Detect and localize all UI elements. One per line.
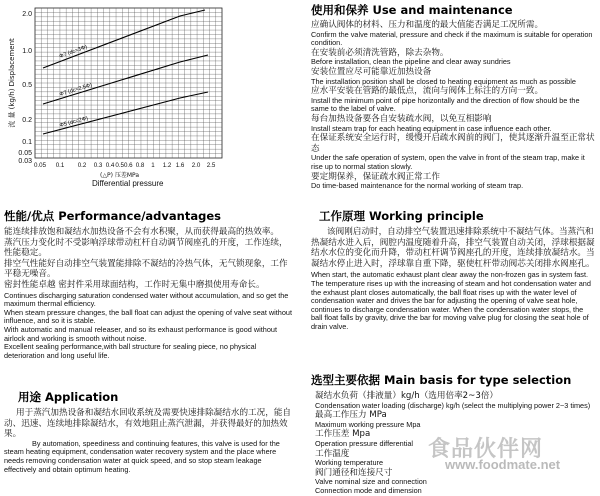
watermark-url: www.foodmate.net (445, 457, 561, 472)
performance-item-cn: 密封性能卓越 密封件采用球面结构，工作时无集中磨损使用寿命长。 (4, 279, 265, 290)
performance-item-en: When steam pressure changes, the ball float can adjust the opening of valve seat without influence, and so it is stable. (4, 307, 292, 326)
chart-x-tick-label: 0.4 (105, 162, 115, 169)
selection-item-en: Valve nominal size and connection (315, 477, 427, 487)
flow-chart-svg (0, 0, 225, 195)
chart-x-tick-label: 0.50.6 (115, 162, 133, 169)
chart-y-tick-label: 0.2 (22, 117, 32, 124)
maintenance-item-cn: 在安装前必须清洗管路，除去杂物。 (311, 47, 449, 58)
selection-item-cn: 工作压差 Mpa (315, 429, 371, 440)
selection-item-cn: 阀门通径和连接尺寸 (315, 467, 393, 478)
performance-item-en: With automatic and manual releaser, and so its exhaust performance is good without airlock and working is smooth without noise. (4, 324, 277, 343)
maintenance-item-cn: 在保证系统安全运行时，缓慢开启疏水阀前的阀门，使其逐渐升温至正常状态 (311, 133, 595, 154)
performance-item-en: Excellent sealing performance,with ball structure for sealing piece, no physical deterioration and long useful life. (4, 342, 257, 360)
watermark-logo-text: 食品伙伴网 (428, 437, 544, 462)
selection-item-en: Maximum working pressure Mpa (315, 419, 421, 429)
chart-x-tick-label: 2.0 (191, 162, 201, 169)
maintenance-item-cn: 要定期保养，保证疏水阀正常工作 (311, 171, 440, 182)
selection-item-en: Connection mode and dimension (315, 485, 422, 495)
maintenance-item-en: Install steam trap for each heating equipment in case influence each other. (311, 123, 552, 133)
chart-x-label: Differential pressure (92, 179, 164, 188)
maintenance-item-en: Install the minimum point of pipe horizontally and the direction of flow should be the same to the label of valve. (311, 95, 580, 114)
maintenance-item-cn: 应水平安装在管路的最低点，流向与阀体上标注的方向一致。 (311, 86, 544, 97)
chart-curve (43, 55, 208, 104)
selection-item-en: Condensation water loading (discharge) kg/h (select the multiplying power 2~3 times) (315, 400, 591, 410)
maintenance-title: 使用和保养 Use and maintenance (311, 3, 513, 17)
chart-y-tick-label: 0.1 (22, 139, 32, 146)
chart-y-tick-label: 0.03 (18, 158, 32, 165)
performance-item-cn: 能连续排放饱和凝结水加热设备不会有水积聚，从而获得最高的热效率。 (4, 227, 280, 237)
performance-title: 性能/优点 Performance/advantages (4, 209, 221, 223)
maintenance-item-en: Before installation, clean the pipeline and clear away sundries (311, 57, 511, 67)
maintenance-item-en: Under the safe operation of system, open the valve in front of the steam trap, make it rise up to normal station slowly. (311, 153, 585, 171)
maintenance-item-cn: 安装位置应尽可能靠近加热设备 (311, 66, 432, 77)
selection-item-cn: 工作温度 (315, 448, 350, 459)
maintenance-section (311, 2, 597, 191)
performance-item-cn: 排空气性能好自动排空气装置能排除不凝结的冷热气体，无气锁现象，工作平稳无噪音。 (4, 258, 288, 280)
chart-x-tick-label: 0.3 (93, 162, 103, 169)
principle-title: 工作原理 Working principle (319, 209, 484, 223)
application-en: By automation, speediness and continuing features, this valve is used for the steam heating equipment, condensation water recovery system and the place where needs removing condensation water at quick speed, and so stop steam leakage effectively and obtain optimum heating. (4, 438, 280, 474)
chart-curve (43, 92, 208, 134)
chart-x-tick-label: 1.6 (175, 162, 185, 169)
principle-en: When start, the automatic exhaust plant clear away the non-frozen gas in system fast. The temperature rises up with the increasing of steam and hot condensation water and the exhaust plant closes automatically, the ball float rises up with the water level of condensation water and drives the bar for adjusting the opening of valve seat hole, continues to discharge condensation water. When the condensation water stops, the ball float falls by gravity, drive the bar for moving valve plug for closing the seat hole of drain valve. (311, 270, 591, 331)
chart-y-tick-label: 2.0 (22, 11, 32, 18)
chart-x-tick-label: 0.05 (33, 162, 47, 169)
chart-x-unit: (△P) 压差MPa (100, 172, 140, 179)
maintenance-item-cn: 应确认阀体的材料、压力和温度的最大值能否满足工况所需。 (311, 20, 544, 30)
performance-item-en: Continues discharging saturation condensed water without accumulation, and so get the maximum thermal efficiency. (4, 290, 289, 309)
chart-curve-label: Φ7 (dc=2.5Φ) (58, 82, 93, 98)
application-title: 用途 Application (18, 390, 119, 404)
chart-y-tick-label: 1.0 (22, 48, 32, 55)
chart-curve-label: Φ7 (dc=3Φ) (58, 44, 89, 60)
maintenance-item-en: The installation position shall be closed to heating equipment as much as possible (311, 76, 576, 86)
performance-section (4, 208, 294, 360)
principle-cn: 该阀刚启动时，自动排空气装置迅速排除系统中不凝结气体。当蒸汽和热凝结水进入后，阀腔内温度随着升高，排空气装置自动关闭，浮球根据凝结水水位的变化而升降，带动杠杆调节阀座孔的开度，连续排放凝结水。当凝结水停止进入时，浮球靠自重下降，驱使杠杆带动阀芯关闭排水阀座孔。 (311, 227, 595, 269)
application-cn: 用于蒸汽加热设备和凝结水回收系统及需要快速排除凝结水的工况，能自动、迅速、连续地排除凝结水，有效地阻止蒸汽泄漏，并获得最好的加热效果。 (4, 408, 292, 440)
maintenance-item-en: Confirm the valve material, pressure and check if the maximum is suitable for operation condition. (311, 29, 593, 48)
flow-chart (0, 0, 225, 195)
principle-section (311, 208, 595, 332)
selection-title: 选型主要依据 Main basis for type selection (311, 373, 572, 387)
maintenance-item-en: Do time-based maintenance for the normal working of steam trap. (311, 181, 524, 191)
application-section (4, 389, 294, 474)
selection-item-en: Operation pressure differential (315, 438, 414, 448)
chart-curve-label: Φ5 (dc=2Φ) (58, 115, 89, 129)
selection-item-cn: 最高工作压力 MPa (315, 410, 387, 421)
chart-x-tick-label: 2.5 (206, 162, 216, 169)
chart-y-tick-label: 0.05 (18, 150, 32, 157)
chart-x-tick-label: 0.2 (77, 162, 87, 169)
chart-x-tick-label: 1.2 (162, 162, 172, 169)
maintenance-item-cn: 每台加热设备要各自安装疏水阀，以免互相影响 (311, 113, 492, 124)
chart-x-tick-label: 0.8 (135, 162, 145, 169)
chart-y-axis-label: 流 量 (kg/h) Displacement (8, 38, 16, 128)
selection-item-cn: 凝结水负荷（排液量）kg/h（选用倍率2~3倍） (315, 391, 499, 401)
selection-item-en: Working temperature (315, 458, 383, 468)
chart-x-tick-label: 1 (151, 162, 155, 169)
chart-y-tick-label: 0.5 (22, 82, 32, 89)
chart-x-tick-label: 0.1 (55, 162, 65, 169)
performance-item-cn: 蒸汽压力变化时不受影响浮球带动杠杆自动调节阀座孔的开度，工作连续，性能稳定。 (4, 237, 288, 259)
